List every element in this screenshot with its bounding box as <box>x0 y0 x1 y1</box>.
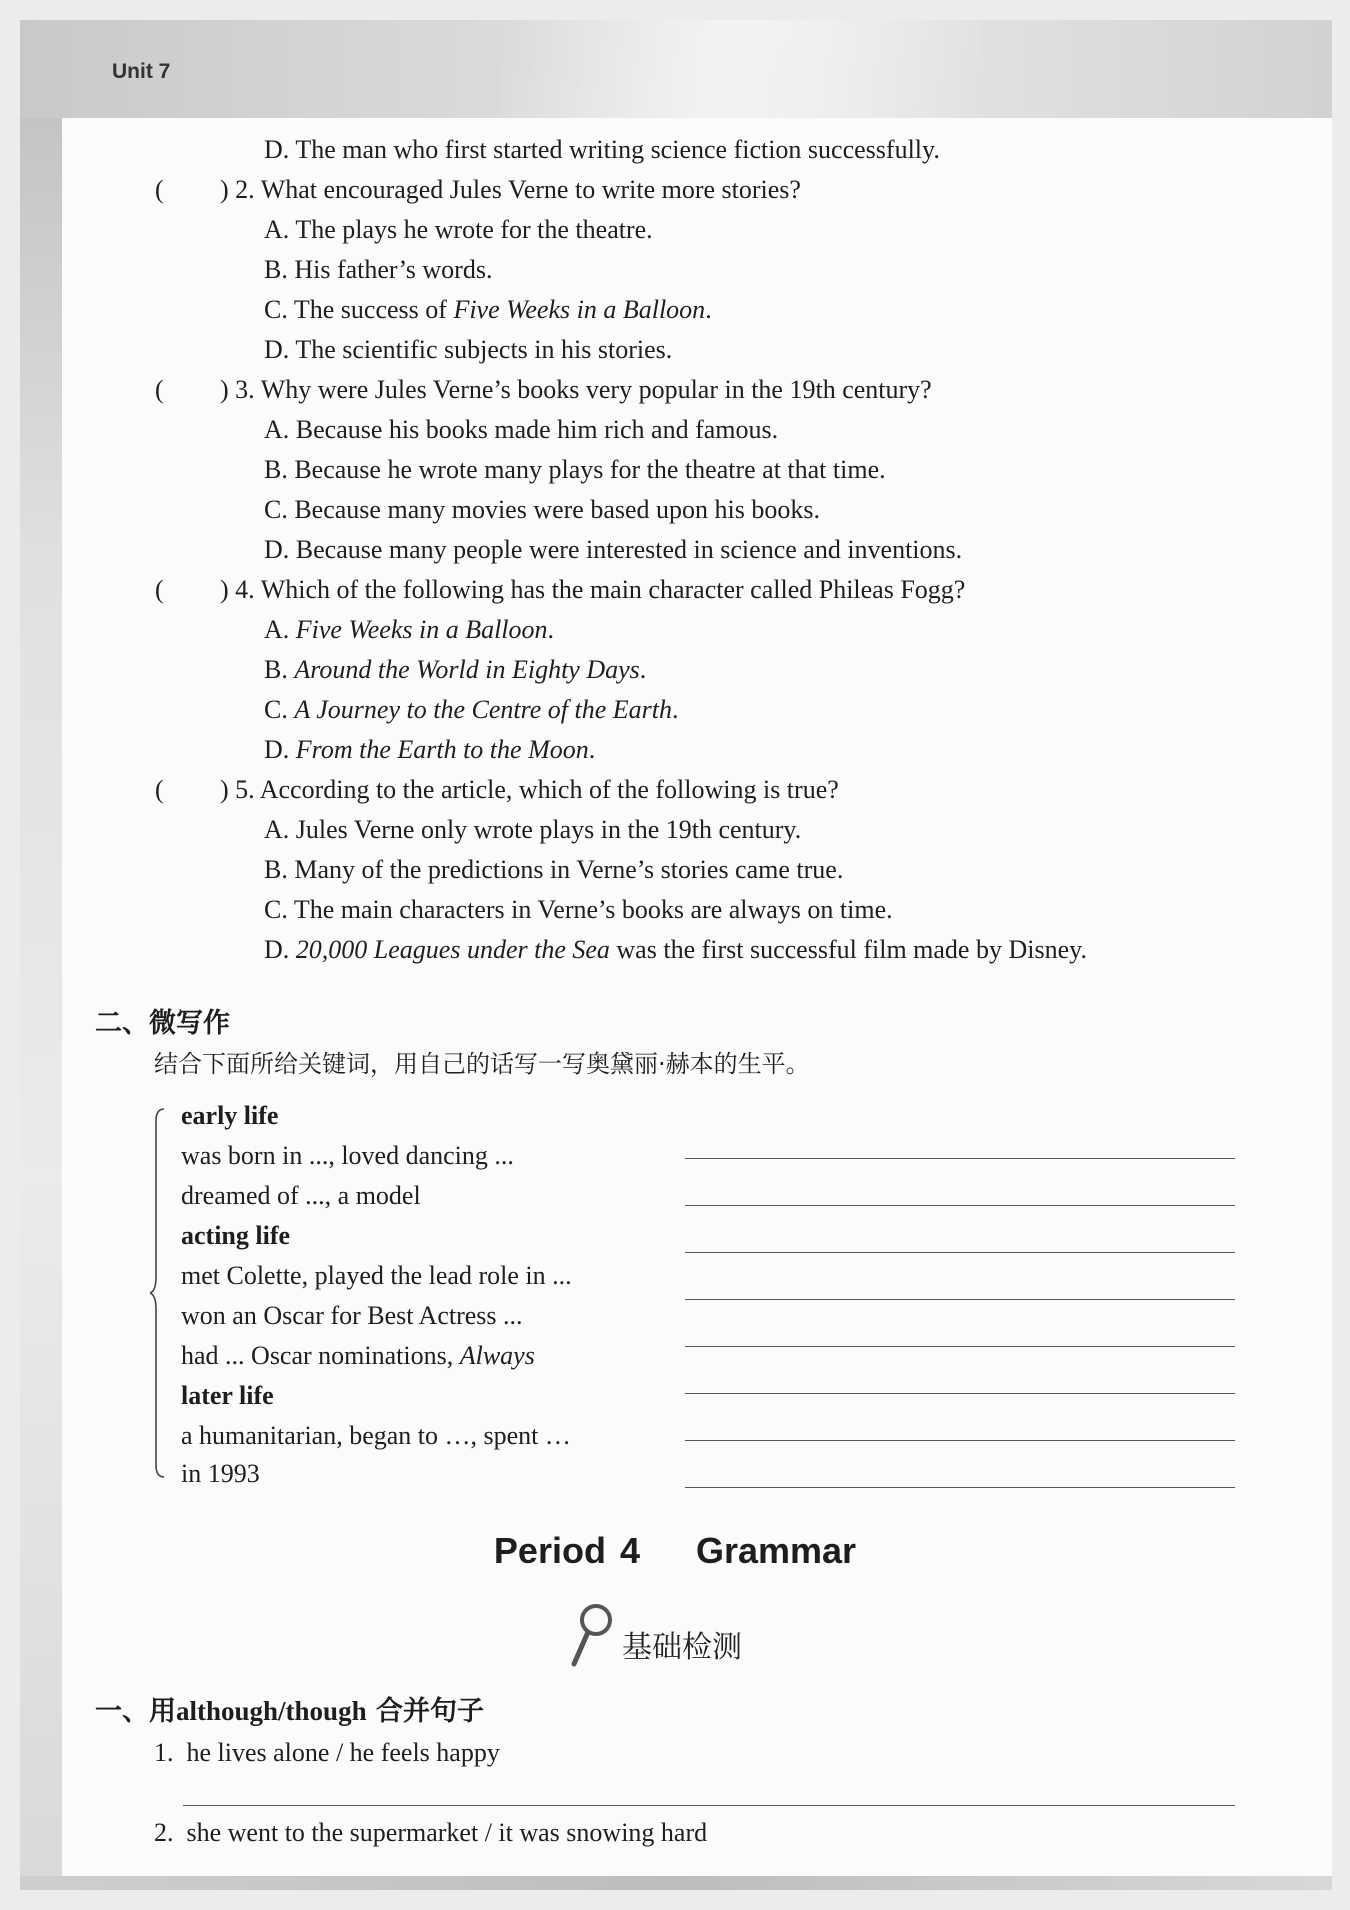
q3-option-b: B. Because he wrote many plays for the theatre at that time. <box>264 455 886 484</box>
writing-line[interactable] <box>685 1487 1235 1488</box>
q5-answer-bracket[interactable]: ( <box>155 775 164 804</box>
writing-line[interactable] <box>685 1158 1235 1159</box>
micro-writing-instruction: 结合下面所给关键词，用自己的话写一写奥黛丽·赫本的生平。 <box>154 1050 810 1078</box>
keyword-nominations: had ... Oscar nominations, Always <box>181 1341 535 1370</box>
q5-option-d: D. 20,000 Leagues under the Sea was the first successful film made by Disney. <box>264 935 1087 964</box>
q3-answer-bracket[interactable]: ( <box>155 375 164 404</box>
basic-check-title: 基础检测 <box>622 1630 742 1665</box>
writing-line[interactable] <box>685 1205 1235 1206</box>
q5-stem: ) 5. According to the article, which of the following is true? <box>220 775 839 804</box>
grammar-item-1: 1. he lives alone / he feels happy <box>154 1738 500 1767</box>
q3-option-a: A. Because his books made him rich and famous. <box>264 415 779 444</box>
q2-option-a: A. The plays he wrote for the theatre. <box>264 215 653 244</box>
keyword-born: was born in ..., loved dancing ... <box>181 1141 514 1170</box>
q4-option-b: B. Around the World in Eighty Days. <box>264 655 647 684</box>
grammar-heading: 一、用although/though 合并句子 <box>95 1696 484 1727</box>
q5-option-b: B. Many of the predictions in Verne’s stories came true. <box>264 855 844 884</box>
keyword-year: in 1993 <box>181 1459 260 1488</box>
writing-line[interactable] <box>685 1393 1235 1394</box>
writing-line[interactable] <box>685 1346 1235 1347</box>
writing-line[interactable] <box>685 1440 1235 1441</box>
q1-option-d: D. The man who first started writing science fiction successfully. <box>264 135 940 164</box>
writing-line[interactable] <box>685 1299 1235 1300</box>
unit-label: Unit 7 <box>112 60 171 83</box>
q5-option-c: C. The main characters in Verne’s books are always on time. <box>264 895 893 924</box>
q3-option-d: D. Because many people were interested in science and inventions. <box>264 535 963 564</box>
q3-option-c: C. Because many movies were based upon his books. <box>264 495 821 524</box>
grammar-item-2: 2. she went to the supermarket / it was snowing hard <box>154 1818 708 1847</box>
keyword-oscar: won an Oscar for Best Actress ... <box>181 1301 523 1330</box>
q4-stem: ) 4. Which of the following has the main character called Phileas Fogg? <box>220 575 966 604</box>
keyword-dreamed: dreamed of ..., a model <box>181 1181 421 1210</box>
q2-answer-bracket[interactable]: ( <box>155 175 164 204</box>
keyword-brace <box>150 1107 166 1479</box>
micro-writing-heading: 二、微写作 <box>95 1008 230 1039</box>
period-title: Period 4 Grammar <box>493 1530 857 1571</box>
magnifier-icon <box>568 1602 616 1668</box>
writing-line[interactable] <box>685 1252 1235 1253</box>
keyword-later-life: later life <box>181 1381 274 1410</box>
q4-answer-bracket[interactable]: ( <box>155 575 164 604</box>
keyword-colette: met Colette, played the lead role in ... <box>181 1261 572 1290</box>
q4-option-c: C. A Journey to the Centre of the Earth. <box>264 695 679 724</box>
keyword-humanitarian: a humanitarian, began to …, spent … <box>181 1421 571 1450</box>
keyword-early-life: early life <box>181 1101 279 1130</box>
q4-option-a: A. Five Weeks in a Balloon. <box>264 615 555 644</box>
keyword-acting-life: acting life <box>181 1221 291 1250</box>
q2-option-d: D. The scientific subjects in his stories. <box>264 335 673 364</box>
header-highlight <box>500 20 980 118</box>
q3-stem: ) 3. Why were Jules Verne’s books very popular in the 19th century? <box>220 375 932 404</box>
q5-option-a: A. Jules Verne only wrote plays in the 19th century. <box>264 815 802 844</box>
answer-line[interactable] <box>183 1805 1235 1806</box>
q2-option-c: C. The success of Five Weeks in a Balloon. <box>264 295 712 324</box>
q4-option-d: D. From the Earth to the Moon. <box>264 735 596 764</box>
q2-stem: ) 2. What encouraged Jules Verne to write more stories? <box>220 175 801 204</box>
q2-option-b: B. His father’s words. <box>264 255 493 284</box>
page-side-shade <box>20 118 62 1888</box>
page-bottom-band <box>20 1876 1332 1890</box>
